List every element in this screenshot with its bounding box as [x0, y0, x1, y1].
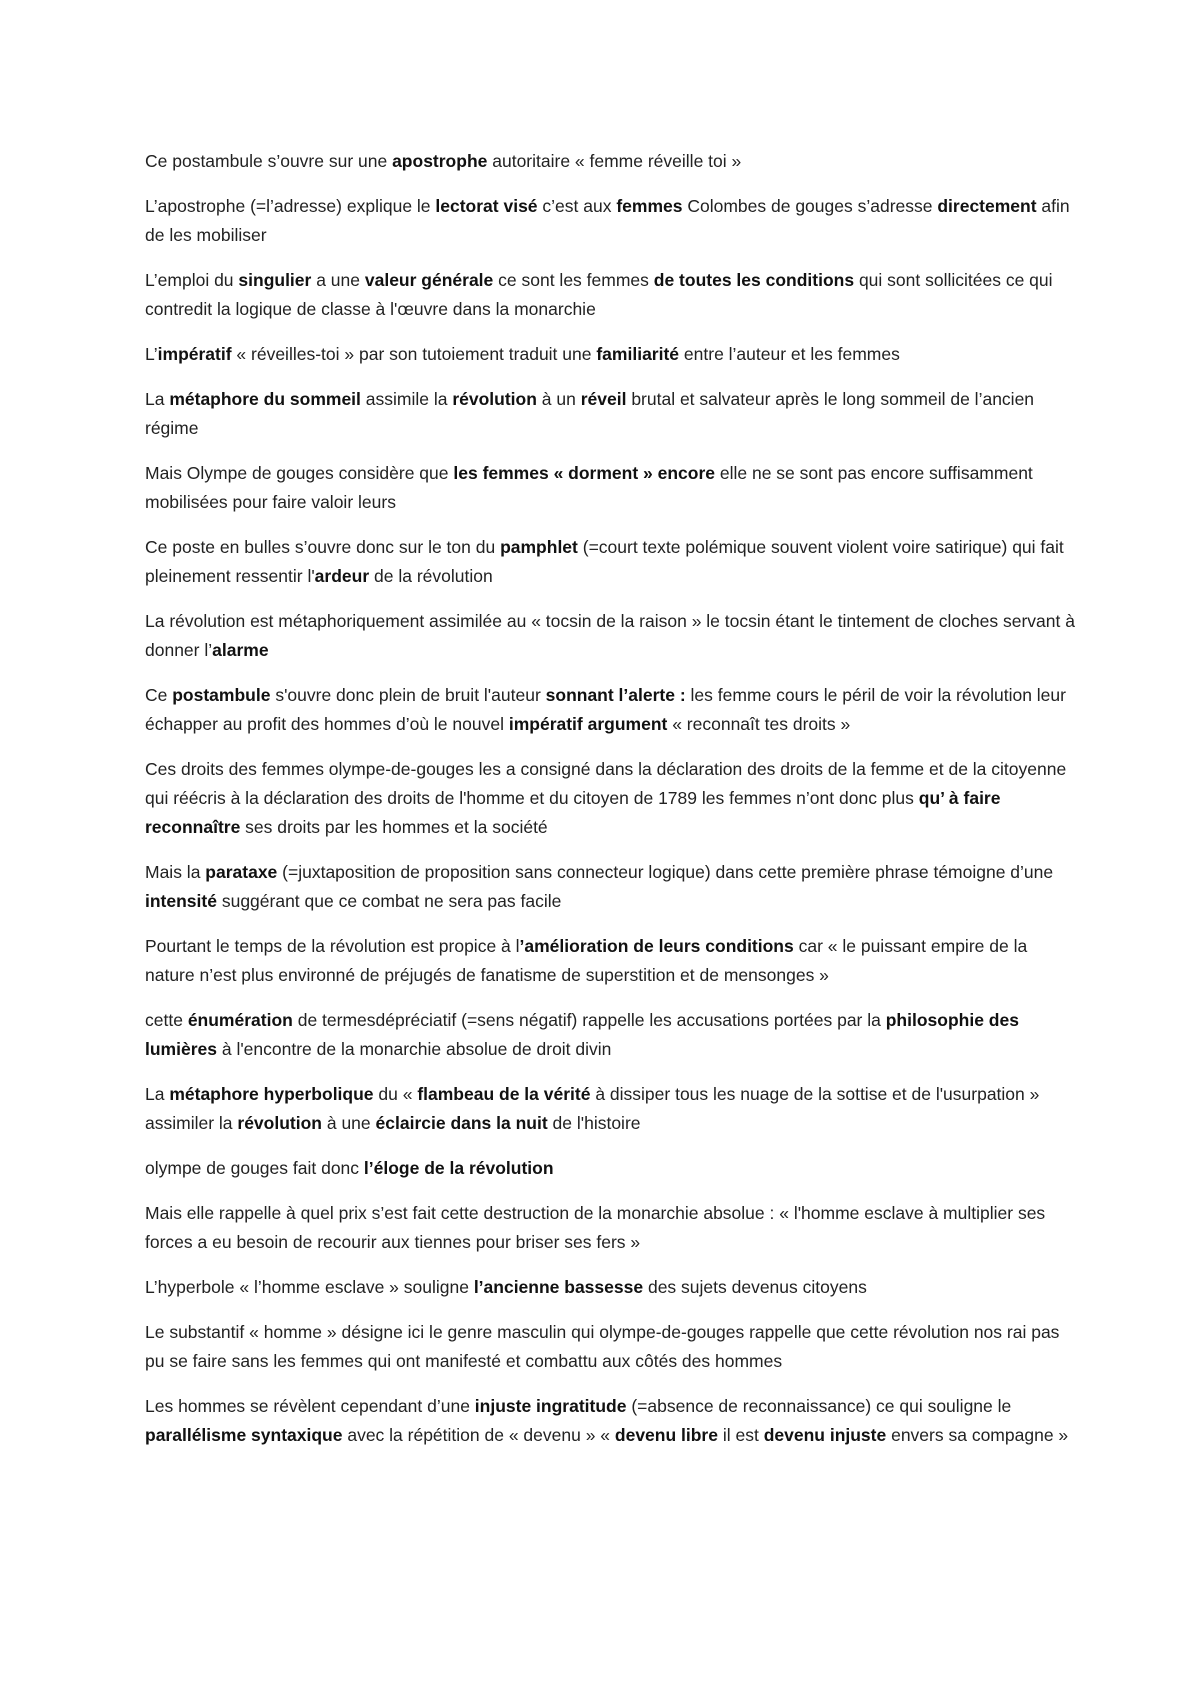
- text-run: L’hyperbole « l’homme esclave » souligne: [145, 1277, 474, 1297]
- emphasized-term: ardeur: [314, 566, 370, 586]
- text-run: L’: [145, 344, 158, 364]
- emphasized-term: révolution: [452, 389, 537, 409]
- text-run: a une: [311, 270, 365, 290]
- text-run: les femme cours le péril de voir la révolution leur échapper au profit des hommes d’où le nouvel: [145, 685, 1066, 734]
- paragraph-7: [145, 533, 1075, 591]
- emphasized-term: de toutes les conditions: [653, 270, 855, 290]
- paragraph-12: [145, 932, 1075, 990]
- paragraph-15: [145, 1154, 1075, 1183]
- emphasized-term: énumération: [187, 1010, 293, 1030]
- paragraph-8: [145, 607, 1075, 665]
- paragraph-19: [145, 1392, 1075, 1450]
- text-run: (=court texte polémique souvent violent voire satirique) qui fait pleinement ressentir l': [145, 537, 1064, 586]
- text-run: Les hommes se révèlent cependant d’une: [145, 1396, 475, 1416]
- emphasized-term: parataxe: [205, 862, 278, 882]
- emphasized-term: directement: [937, 196, 1037, 216]
- emphasized-term: devenu libre: [614, 1425, 718, 1445]
- text-run: s'ouvre donc plein de bruit l'auteur: [270, 685, 546, 705]
- paragraph-1: [145, 147, 1075, 176]
- text-run: car « le puissant empire de la nature n’est plus environné de préjugés de fanatisme de superstition et de mensonges »: [145, 936, 1028, 985]
- emphasized-term: métaphore hyperbolique: [169, 1084, 374, 1104]
- text-run: Ces droits des femmes olympe-de-gouges les a consigné dans la déclaration des droits de la femme et de la citoyenne qui réécris à la déclaration des droits de l'homme et du citoyen de 1789 les femmes n’ont donc plus: [145, 759, 1067, 808]
- paragraph-6: [145, 459, 1075, 517]
- emphasized-term: familiarité: [596, 344, 680, 364]
- text-run: Ce: [145, 685, 173, 705]
- text-run: de l'histoire: [547, 1113, 641, 1133]
- text-run: autoritaire « femme réveille toi »: [487, 151, 742, 171]
- emphasized-term: alarme: [212, 640, 269, 660]
- text-run: La: [145, 1084, 170, 1104]
- text-run: Colombes de gouges s’adresse: [682, 196, 938, 216]
- text-run: Ce poste en bulles s’ouvre donc sur le ton du: [145, 537, 501, 557]
- emphasized-term: révolution: [237, 1113, 322, 1133]
- emphasized-term: pamphlet: [500, 537, 578, 557]
- text-run: brutal et salvateur après le long sommeil de l’ancien régime: [145, 389, 1035, 438]
- text-run: il est: [717, 1425, 764, 1445]
- text-run: qui sont sollicitées ce qui contredit la logique de classe à l'œuvre dans la monarchie: [145, 270, 1053, 319]
- text-run: La: [145, 389, 170, 409]
- emphasized-term: l’éloge de la révolution: [363, 1158, 554, 1178]
- text-run: L’emploi du: [145, 270, 239, 290]
- emphasized-term: singulier: [238, 270, 312, 290]
- emphasized-term: postambule: [172, 685, 271, 705]
- paragraph-11: [145, 858, 1075, 916]
- text-run: Le substantif « homme » désigne ici le genre masculin qui olympe-de-gouges rappelle que cette révolution nos rai pas pu se faire sans les femmes qui ont manifesté et combattu aux côtés des hommes: [145, 1322, 1060, 1371]
- text-run: cette: [145, 1010, 188, 1030]
- paragraph-13: [145, 1006, 1075, 1064]
- text-run: c’est aux: [537, 196, 617, 216]
- text-run: Mais Olympe de gouges considère que: [145, 463, 454, 483]
- paragraph-14: [145, 1080, 1075, 1138]
- text-run: ce sont les femmes: [493, 270, 654, 290]
- text-run: L’apostrophe (=l’adresse) explique le: [145, 196, 436, 216]
- text-run: à un: [536, 389, 581, 409]
- text-run: Pourtant le temps de la révolution est propice à l: [145, 936, 520, 956]
- text-run: à l'encontre de la monarchie absolue de droit divin: [216, 1039, 612, 1059]
- text-run: à dissiper tous les nuage de la sottise et de l'usurpation » assimiler la: [145, 1084, 1040, 1133]
- text-run: de la révolution: [369, 566, 493, 586]
- emphasized-term: parallélisme syntaxique: [145, 1425, 343, 1445]
- paragraph-5: [145, 385, 1075, 443]
- text-run: ses droits par les hommes et la société: [240, 817, 548, 837]
- emphasized-term: ’amélioration de leurs conditions: [519, 936, 794, 956]
- paragraph-17: [145, 1273, 1075, 1302]
- paragraph-2: [145, 192, 1075, 250]
- paragraph-4: [145, 340, 1075, 369]
- text-run: des sujets devenus citoyens: [643, 1277, 867, 1297]
- text-run: elle ne se sont pas encore suffisamment mobilisées pour faire valoir leurs: [145, 463, 1033, 512]
- emphasized-term: qu’ à faire reconnaître: [145, 788, 1001, 837]
- text-run: suggérant que ce combat ne sera pas facile: [216, 891, 562, 911]
- emphasized-term: les femmes « dorment » encore: [453, 463, 716, 483]
- text-run: assimile la: [360, 389, 453, 409]
- text-run: Mais la: [145, 862, 206, 882]
- emphasized-term: métaphore du sommeil: [169, 389, 361, 409]
- emphasized-term: éclaircie dans la nuit: [375, 1113, 548, 1133]
- emphasized-term: lectorat visé: [435, 196, 538, 216]
- text-run: afin de les mobiliser: [145, 196, 1070, 245]
- paragraph-16: [145, 1199, 1075, 1257]
- emphasized-term: réveil: [580, 389, 627, 409]
- emphasized-term: valeur générale: [364, 270, 494, 290]
- text-run: du «: [373, 1084, 418, 1104]
- paragraph-10: [145, 755, 1075, 842]
- text-run: avec la répétition de « devenu » «: [342, 1425, 615, 1445]
- emphasized-term: flambeau de la vérité: [417, 1084, 591, 1104]
- paragraph-18: [145, 1318, 1075, 1376]
- text-run: « reconnaît tes droits »: [667, 714, 851, 734]
- text-run: La révolution est métaphoriquement assimilée au « tocsin de la raison » le tocsin étant le tintement de cloches servant à donner l’: [145, 611, 1075, 660]
- text-run: de termesdépréciatif (=sens négatif) rappelle les accusations portées par la: [292, 1010, 886, 1030]
- emphasized-term: philosophie des lumières: [145, 1010, 1019, 1059]
- emphasized-term: devenu injuste: [763, 1425, 887, 1445]
- emphasized-term: impératif: [157, 344, 232, 364]
- emphasized-term: apostrophe: [392, 151, 488, 171]
- text-run: entre l’auteur et les femmes: [679, 344, 900, 364]
- text-run: Ce postambule s’ouvre sur une: [145, 151, 393, 171]
- document-body: [145, 147, 1075, 1466]
- emphasized-term: impératif argument: [508, 714, 668, 734]
- emphasized-term: femmes: [616, 196, 683, 216]
- paragraph-3: [145, 266, 1075, 324]
- text-run: olympe de gouges fait donc: [145, 1158, 364, 1178]
- text-run: (=juxtaposition de proposition sans connecteur logique) dans cette première phrase témoigne d’une: [277, 862, 1054, 882]
- emphasized-term: l’ancienne bassesse: [473, 1277, 644, 1297]
- text-run: à une: [321, 1113, 376, 1133]
- paragraph-9: [145, 681, 1075, 739]
- emphasized-term: sonnant l’alerte :: [545, 685, 686, 705]
- emphasized-term: intensité: [145, 891, 217, 911]
- text-run: « réveilles-toi » par son tutoiement traduit une: [231, 344, 597, 364]
- text-run: Mais elle rappelle à quel prix s’est fait cette destruction de la monarchie absolue : « l'homme esclave à multiplier ses forces a eu besoin de recourir aux tiennes pour briser ses fers »: [145, 1203, 1046, 1252]
- emphasized-term: injuste ingratitude: [474, 1396, 627, 1416]
- text-run: (=absence de reconnaissance) ce qui souligne le: [626, 1396, 1012, 1416]
- text-run: envers sa compagne »: [886, 1425, 1069, 1445]
